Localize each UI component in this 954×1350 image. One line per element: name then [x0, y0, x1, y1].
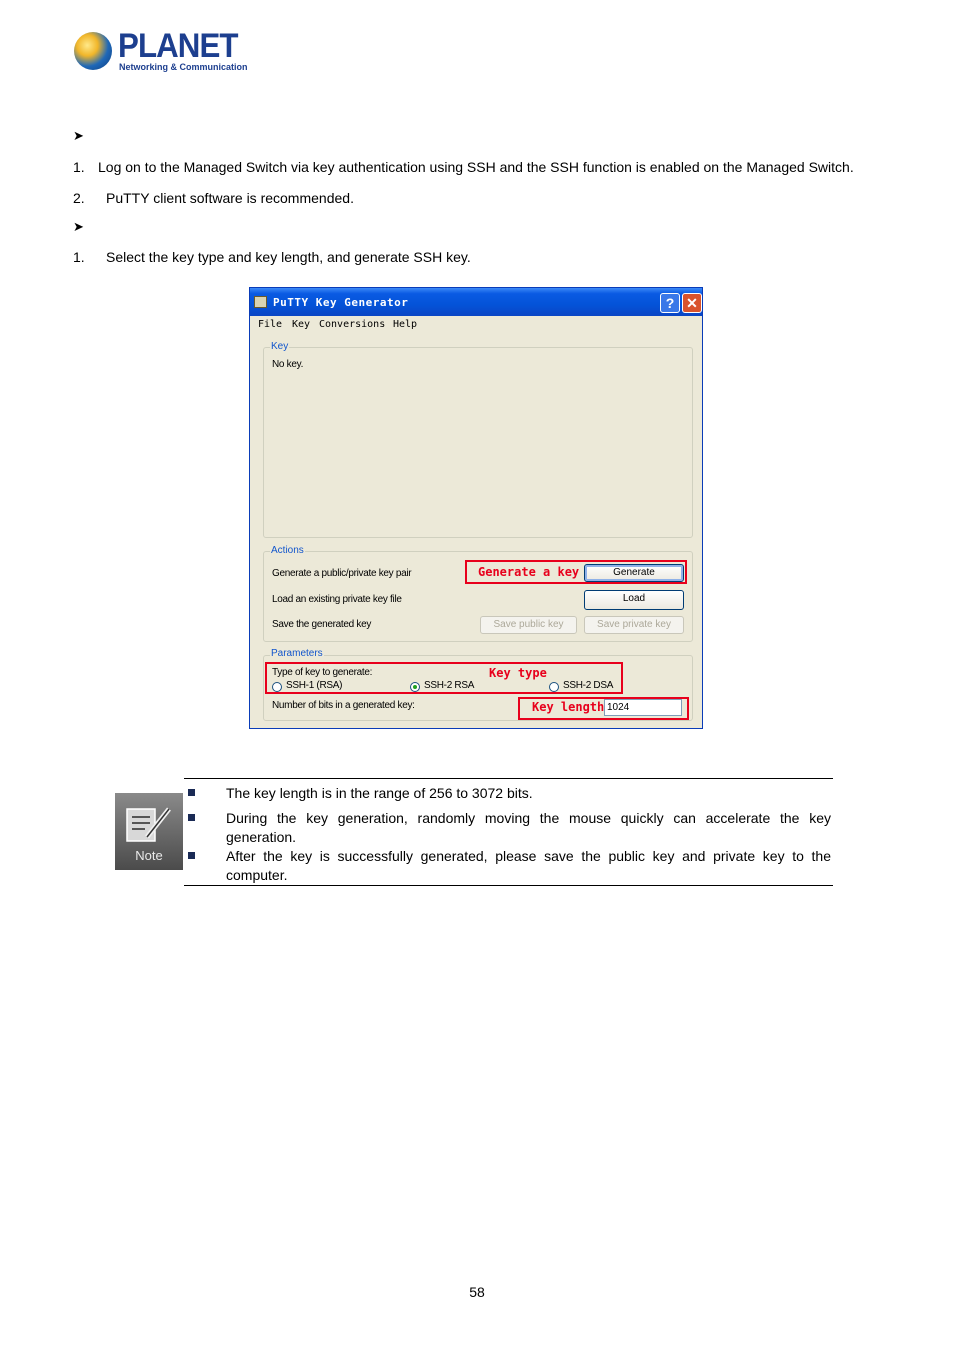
ssh2-rsa-radio[interactable] [410, 682, 420, 692]
planet-logo-globe-icon [74, 32, 112, 70]
note-icon [115, 793, 183, 870]
list-item: Log on to the Managed Switch via key authentication using SSH and the SSH function is enabled on the Managed Switch. [98, 159, 854, 175]
key-group-title: Key [271, 341, 289, 352]
generate-button[interactable]: Generate [584, 564, 684, 582]
arrow-bullet-icon: ➤ [73, 219, 84, 234]
key-type-annotation-label: Key type [489, 666, 547, 680]
close-button[interactable]: ✕ [682, 293, 702, 313]
load-label: Load an existing private key file [272, 594, 402, 605]
putty-key-generator-window [249, 287, 703, 729]
bits-label: Number of bits in a generated key: [272, 700, 415, 711]
list-number: 2. [73, 190, 85, 206]
square-bullet-icon [188, 852, 195, 859]
putty-app-icon [254, 296, 267, 308]
note-label: Note [135, 848, 163, 863]
note-bottom-rule [184, 885, 833, 886]
save-public-key-button[interactable]: Save public key [480, 616, 577, 634]
key-length-annotation-label: Key length [532, 700, 605, 714]
generate-label: Generate a public/private key pair [272, 568, 412, 579]
key-group [263, 347, 693, 538]
ssh2-rsa-label: SSH-2 RSA [424, 680, 475, 691]
list-number: 1. [73, 249, 85, 265]
note-bullet-3-line-1: After the key is successfully generated, please save the public key and private key to the [226, 848, 831, 864]
notepad-pencil-icon [123, 803, 175, 845]
bits-input[interactable]: 1024 [604, 699, 682, 716]
square-bullet-icon [188, 789, 195, 796]
ssh2-dsa-radio[interactable] [549, 682, 559, 692]
key-content: No key. [272, 359, 304, 370]
save-label: Save the generated key [272, 619, 372, 630]
menu-conversions[interactable]: Conversions [319, 319, 386, 330]
list-item: PuTTY client software is recommended. [106, 190, 354, 206]
save-private-key-button[interactable]: Save private key [584, 616, 684, 634]
title-bar[interactable] [250, 288, 702, 316]
note-bullet-1: The key length is in the range of 256 to 3072 bits. [226, 785, 533, 801]
ssh1-rsa-radio[interactable] [272, 682, 282, 692]
load-button[interactable]: Load [584, 590, 684, 610]
ssh2-dsa-label: SSH-2 DSA [563, 680, 614, 691]
ssh1-rsa-label: SSH-1 (RSA) [286, 680, 343, 691]
arrow-bullet-icon: ➤ [73, 128, 84, 143]
planet-logo-tagline: Networking & Communication [119, 62, 248, 72]
help-button[interactable]: ? [660, 293, 680, 313]
menu-help[interactable]: Help [393, 319, 418, 330]
menu-bar [250, 316, 702, 334]
planet-logo: PLANET [118, 27, 238, 65]
actions-group-title: Actions [271, 545, 304, 556]
note-bullet-2-line-1: During the key generation, randomly moving the mouse quickly can accelerate the key [226, 810, 831, 826]
parameters-group-title: Parameters [271, 648, 323, 659]
menu-file[interactable]: File [258, 319, 283, 330]
key-type-label: Type of key to generate: [272, 667, 373, 678]
menu-key[interactable]: Key [292, 319, 311, 330]
page-number: 58 [469, 1284, 485, 1300]
square-bullet-icon [188, 814, 195, 821]
note-top-rule [184, 778, 833, 779]
note-bullet-2-line-2: generation. [226, 829, 297, 845]
note-bullet-3-line-2: computer. [226, 867, 288, 883]
list-number: 1. [73, 159, 85, 175]
window-title: PuTTY Key Generator [273, 296, 409, 309]
list-item: Select the key type and key length, and generate SSH key. [106, 249, 471, 265]
generate-annotation-label: Generate a key [478, 565, 580, 579]
